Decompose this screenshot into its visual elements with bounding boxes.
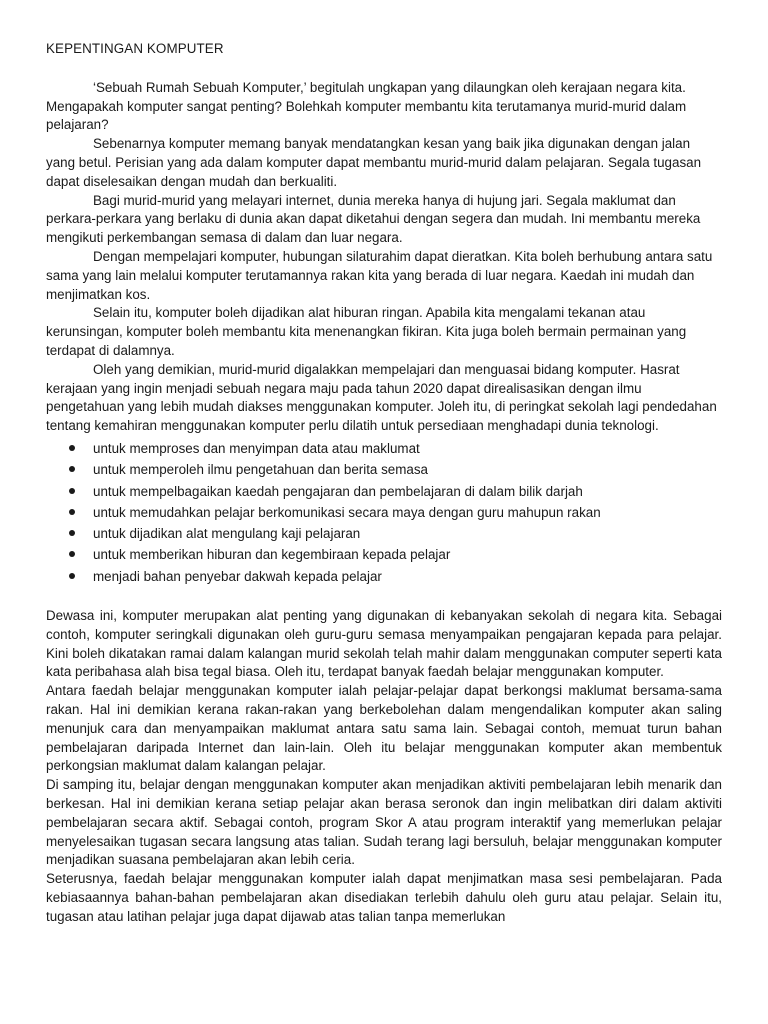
bullet-item (46, 502, 722, 523)
bullet-list (46, 438, 722, 587)
bullet-icon (69, 530, 75, 536)
bullet-text: untuk memproses dan menyimpan data atau maklumat (93, 440, 420, 456)
bullet-icon (69, 509, 75, 515)
intro-paragraph: Dengan mempelajari komputer, hubungan silaturahim dapat dieratkan. Kita boleh berhubung antara satu sama yang lain melalui komputer terutamannya rakan kita yang berada di luar negara. Kaedah ini mudah dan menjimatkan kos. (46, 248, 713, 302)
bullet-item (46, 459, 722, 480)
bullet-item (46, 523, 722, 544)
bullet-text: untuk memudahkan pelajar berkomunikasi secara maya dengan guru mahupun rakan (93, 504, 601, 520)
bullet-text: untuk memperoleh ilmu pengetahuan dan berita semasa (93, 462, 428, 478)
bullet-icon (69, 488, 75, 494)
bullet-icon (69, 466, 75, 472)
bullet-text: untuk mempelbagaikan kaedah pengajaran dan pembelajaran di dalam bilik darjah (93, 483, 583, 499)
body-paragraph: Antara faedah belajar menggunakan komputer ialah pelajar-pelajar dapat berkongsi maklumat bersama-sama rakan. Hal ini demikian kerana rakan-rakan yang berkebolehan dalam mengendalikan komputer akan saling menunjuk cara dan menyampaikan maklumat antara satu sama lain. Sebagai contoh, memuat turun bahan pembelajaran daripada Internet dan lain-lain. Oleh itu belajar menggunakan komputer akan membentuk perkongsian maklumat dalam kalangan pelajar. (46, 683, 722, 774)
intro-paragraph: Selain itu, komputer boleh dijadikan alat hiburan ringan. Apabila kita mengalami tekanan atau kerunsingan, komputer boleh membantu kita menenangkan fikiran. Kita juga boleh bermain permainan yang terdapat di dalamnya. (46, 305, 687, 358)
bullet-icon (69, 573, 75, 579)
body-section (46, 607, 722, 927)
bullet-item (46, 566, 722, 587)
document-title: KEPENTINGAN KOMPUTER (46, 41, 224, 56)
bullet-icon (69, 551, 75, 557)
body-paragraph: Seterusnya, faedah belajar menggunakan komputer ialah dapat menjimatkan masa sesi pembelajaran. Pada kebiasaannya bahan-bahan pembelajaran akan disediakan terlebih dahulu oleh guru atau pelajar. Selain itu, tugasan atau latihan pelajar juga dapat dijawab atas talian tanpa memerlukan (46, 871, 722, 924)
intro-paragraph: ‘Sebuah Rumah Sebuah Komputer,’ begitulah ungkapan yang dilaungkan oleh kerajaan negara kita. Mengapakah komputer sangat penting? Bolehkah komputer membantu kita terutamanya murid-murid dalam pelajaran? (46, 79, 687, 133)
body-paragraph: Dewasa ini, komputer merupakan alat penting yang digunakan di kebanyakan sekolah di negara kita. Sebagai contoh, komputer seringkali digunakan oleh guru-guru semasa menyampaikan pengajaran kepada para pelajar. Kini boleh dikatakan ramai dalam kalangan murid sekolah telah mahir dalam menggunakan computer seperti kata kata peribahasa alah bisa tegal biasa. Oleh itu, terdapat banyak faedah belajar menggunakan komputer. (46, 608, 722, 680)
intro-paragraph: Bagi murid-murid yang melayari internet, dunia mereka hanya di hujung jari. Segala maklumat dan perkara-perkara yang berlaku di dunia akan dapat diketahui dengan segera dan mudah. Ini membantu mereka mengikuti perkembangan semasa di dalam dan luar negara. (46, 192, 701, 246)
intro-section (46, 79, 722, 436)
bullet-item (46, 544, 722, 565)
bullet-icon (69, 445, 75, 451)
body-paragraph: Di samping itu, belajar dengan menggunakan komputer akan menjadikan aktiviti pembelajaran lebih menarik dan berkesan. Hal ini demikian kerana setiap pelajar akan berasa seronok dan ingin melibatkan diri dalam aktiviti pembelajaran secara aktif. Sebagai contoh, program Skor A atau program interaktif yang memerlukan pelajar menyelesaikan tugasan secara langsung atas talian. Sudah terang lagi bersuluh, belajar menggunakan komputer menjadikan suasana pembelajaran akan lebih ceria. (46, 777, 722, 868)
intro-paragraph: Sebenarnya komputer memang banyak mendatangkan kesan yang baik jika digunakan dengan jalan yang betul. Perisian yang ada dalam komputer dapat membantu murid-murid dalam pelajaran. Segala tugasan dapat diselesaikan dengan mudah dan berkualiti. (46, 136, 702, 189)
bullet-text: untuk dijadikan alat mengulang kaji pelajaran (93, 526, 361, 542)
intro-paragraph: Oleh yang demikian, murid-murid digalakkan mempelajari dan menguasai bidang komputer. Hasrat kerajaan yang ingin menjadi sebuah negara maju pada tahun 2020 dapat direalisasikan dengan ilmu pengetahuan yang lebih mudah diakses menggunakan komputer. Joleh itu, di peringkat sekolah lagi pendedahan tentang kemahiran menggunakan komputer perlu dilatih untuk persediaan menghadapi dunia teknologi. (46, 361, 717, 434)
bullet-text: untuk memberikan hiburan dan kegembiraan kepada pelajar (93, 547, 451, 563)
bullet-item (46, 481, 722, 502)
bullet-text: menjadi bahan penyebar dakwah kepada pelajar (93, 568, 382, 584)
bullet-item (46, 438, 722, 459)
